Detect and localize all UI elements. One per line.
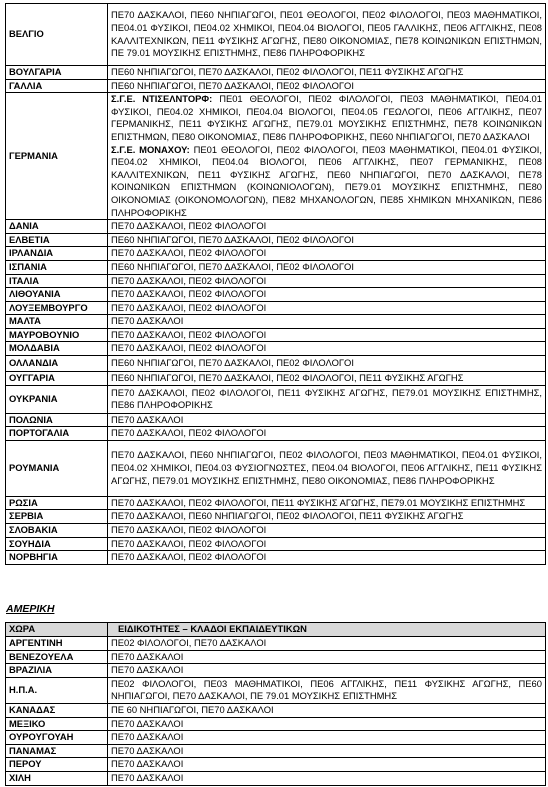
section-label: Σ.Γ.Ε. ΝΤΙΣΕΛΝΤΟΡΦ:	[111, 93, 213, 105]
country-cell: ΚΑΝΑΔΑΣ	[6, 703, 108, 717]
table-row	[6, 260, 546, 274]
specialties-cell: ΠΕ02 ΦΙΛΟΛΟΓΟΙ, ΠΕ70 ΔΑΣΚΑΛΟΙ	[108, 637, 546, 651]
specialties-cell: ΠΕ70 ΔΑΣΚΑΛΟΙ, ΠΕ60 ΝΗΠΙΑΓΩΓΟΙ, ΠΕ02 ΦΙΛΟΛΟΓΟΙ, ΠΕ03 ΜΑΘΗΜΑΤΙΚΟΙ, ΠΕ04.01 ΦΥΣΙΚΟΙ, ΠΕ04.02 ΧΗΜΙΚΟΙ, ΠΕ04.03 ΦΥΣΙΟΓΝΩΣΤΕΣ, ΠΕ04.04 ΒΙΟΛΟΓΟΙ, ΠΕ06 ΑΓΓΛΙΚΗΣ, ΠΕ11 ΦΥΣΙΚΗΣ ΑΓΩΓΗΣ, ΠΕ79.01 ΜΟΥΣΙΚΗΣ ΕΠΙΣΤΗΜΗΣ, ΠΕ80 ΟΙΚΟΝΟΜΙΑΣ, ΠΕ86 ΠΛΗΡΟΦΟΡΙΚΗΣ	[108, 440, 546, 496]
specialties-cell: ΠΕ70 ΔΑΣΚΑΛΟΙ, ΠΕ02 ΦΙΛΟΛΟΓΟΙ	[108, 524, 546, 538]
country-cell: ΛΙΘΟΥΑΝΙΑ	[6, 288, 108, 302]
specialties-cell: ΠΕ02 ΦΙΛΟΛΟΓΟΙ, ΠΕ03 ΜΑΘΗΜΑΤΙΚΟΙ, ΠΕ06 ΑΓΓΛΙΚΗΣ, ΠΕ11 ΦΥΣΙΚΗΣ ΑΓΩΓΗΣ, ΠΕ60 ΝΗΠΙΑΓΩΓΟΙ, ΠΕ70 ΔΑΣΚΑΛΟΙ, ΠΕ 79.01 ΜΟΥΣΙΚΗΣ ΕΠΙΣΤΗΜΗΣ	[108, 677, 546, 703]
country-cell: ΠΑΝΑΜΑΣ	[6, 744, 108, 758]
specialties-cell: ΠΕ60 ΝΗΠΙΑΓΩΓΟΙ, ΠΕ70 ΔΑΣΚΑΛΟΙ, ΠΕ02 ΦΙΛΟΛΟΓΟΙ	[108, 356, 546, 372]
table-row	[6, 342, 546, 356]
specialties-cell: ΠΕ60 ΝΗΠΙΑΓΩΓΟΙ, ΠΕ70 ΔΑΣΚΑΛΟΙ, ΠΕ02 ΦΙΛΟΛΟΓΟΙ	[108, 79, 546, 93]
country-cell: ΒΟΥΛΓΑΡΙΑ	[6, 66, 108, 80]
specialties-cell: ΠΕ70 ΔΑΣΚΑΛΟΙ, ΠΕ02 ΦΙΛΟΛΟΓΟΙ	[108, 427, 546, 441]
country-cell: ΑΡΓΕΝΤΙΝΗ	[6, 637, 108, 651]
specialties-cell: ΠΕ70 ΔΑΣΚΑΛΟΙ, ΠΕ02 ΦΙΛΟΛΟΓΟΙ	[108, 288, 546, 302]
specialties-cell: ΠΕ60 ΝΗΠΙΑΓΩΓΟΙ, ΠΕ70 ΔΑΣΚΑΛΟΙ, ΠΕ02 ΦΙΛΟΛΟΓΟΙ, ΠΕ11 ΦΥΣΙΚΗΣ ΑΓΩΓΗΣ	[108, 372, 546, 386]
table-row	[6, 328, 546, 342]
country-cell: ΜΑΛΤΑ	[6, 315, 108, 329]
table-row	[6, 771, 546, 785]
column-header-country: ΧΩΡΑ	[6, 623, 108, 637]
specialties-cell: ΠΕ70 ΔΑΣΚΑΛΟΙ, ΠΕ02 ΦΙΛΟΛΟΓΟΙ	[108, 342, 546, 356]
country-cell: ΟΥΓΓΑΡΙΑ	[6, 372, 108, 386]
table-row	[6, 315, 546, 329]
specialties-cell: ΠΕ70 ΔΑΣΚΑΛΟΙ, ΠΕ02 ΦΙΛΟΛΟΓΟΙ	[108, 274, 546, 288]
specialties-cell: ΠΕ70 ΔΑΣΚΑΛΟΙ	[108, 758, 546, 772]
specialties-cell: ΠΕ60 ΝΗΠΙΑΓΩΓΟΙ, ΠΕ70 ΔΑΣΚΑΛΟΙ, ΠΕ02 ΦΙΛΟΛΟΓΟΙ	[108, 260, 546, 274]
table-row	[6, 220, 546, 234]
country-cell: ΜΕΞΙΚΟ	[6, 717, 108, 731]
country-cell: ΜΟΛΔΑΒΙΑ	[6, 342, 108, 356]
country-cell: ΒΕΛΓΙΟ	[6, 4, 108, 66]
table-row	[6, 247, 546, 261]
specialties-cell: ΠΕ70 ΔΑΣΚΑΛΟΙ, ΠΕ02 ΦΙΛΟΛΟΓΟΙ	[108, 537, 546, 551]
specialties-cell: ΠΕ70 ΔΑΣΚΑΛΟΙ, ΠΕ02 ΦΙΛΟΛΟΓΟΙ	[108, 551, 546, 565]
country-cell: ΠΕΡΟΥ	[6, 758, 108, 772]
table-row	[6, 524, 546, 538]
country-cell: ΟΛΛΑΝΔΙΑ	[6, 356, 108, 372]
column-header-specialties: ΕΙΔΙΚΟΤΗΤΕΣ – ΚΛΑΔΟΙ ΕΚΠΑΙΔΕΥΤΙΚΩΝ	[108, 623, 546, 637]
country-cell: ΡΩΣΙΑ	[6, 496, 108, 510]
table-row	[6, 301, 546, 315]
country-cell: ΓΑΛΛΙΑ	[6, 79, 108, 93]
specialties-cell	[108, 93, 546, 220]
specialties-cell: ΠΕ70 ΔΑΣΚΑΛΟΙ	[108, 744, 546, 758]
country-cell: ΧΙΛΗ	[6, 771, 108, 785]
specialties-cell: ΠΕ 60 ΝΗΠΙΑΓΩΓΟΙ, ΠΕ70 ΔΑΣΚΑΛΟΙ	[108, 703, 546, 717]
specialties-cell: ΠΕ70 ΔΑΣΚΑΛΟΙ, ΠΕ02 ΦΙΛΟΛΟΓΟΙ	[108, 301, 546, 315]
specialties-cell: ΠΕ70 ΔΑΣΚΑΛΟΙ	[108, 650, 546, 664]
table-row	[6, 510, 546, 524]
country-cell: ΛΟΥΞΕΜΒΟΥΡΓΟ	[6, 301, 108, 315]
table-row	[6, 372, 546, 386]
section-text: ΠΕ01 ΘΕΟΛΟΓΟΙ, ΠΕ02 ΦΙΛΟΛΟΓΟΙ, ΠΕ03 ΜΑΘΗΜΑΤΙΚΟΙ, ΠΕ04.01 ΦΥΣΙΚΟΙ, ΠΕ04.02 ΧΗΜΙΚΟΙ, ΠΕ04.04 ΒΙΟΛΟΓΟΙ, ΠΕ06 ΑΓΓΛΙΚΗΣ, ΠΕ07 ΓΕΡΜΑΝΙΚΗΣ, ΠΕ08 ΚΑΛΛΙΤΕΧΝΙΚΩΝ, ΠΕ11 ΦΥΣΙΚΗΣ ΑΓΩΓΗΣ, ΠΕ60 ΝΗΠΙΑΓΩΓΟΙ, ΠΕ70 ΔΑΣΚΑΛΟΙ, ΠΕ78 ΚΟΙΝΩΝΙΚΩΝ ΕΠΙΣΤΗΜΩΝ (ΚΟΙΝΩΝΙΟΛΟΓΩΝ), ΠΕ79.01 ΜΟΥΣΙΚΗΣ ΕΠΙΣΤΗΜΗΣ, ΠΕ80 ΟΙΚΟΝΟΜΙΑΣ (ΟΙΚΟΝΟΜΟΛΟΓΩΝ), ΠΕ82 ΜΗΧΑΝΟΛΟΓΩΝ, ΠΕ85 ΧΗΜΙΚΩΝ ΜΗΧΑΝΙΚΩΝ, ΠΕ86 ΠΛΗΡΟΦΟΡΙΚΗΣ	[111, 143, 542, 218]
country-cell: ΔΑΝΙΑ	[6, 220, 108, 234]
table-row	[6, 274, 546, 288]
table-header-row	[6, 623, 546, 637]
specialties-cell: ΠΕ70 ΔΑΣΚΑΛΟΙ	[108, 413, 546, 427]
table-row	[6, 537, 546, 551]
country-cell: ΕΛΒΕΤΙΑ	[6, 233, 108, 247]
country-cell: ΣΟΥΗΔΙΑ	[6, 537, 108, 551]
country-cell: ΓΕΡΜΑΝΙΑ	[6, 93, 108, 220]
specialties-cell: ΠΕ70 ΔΑΣΚΑΛΟΙ, ΠΕ02 ΦΙΛΟΛΟΓΟΙ, ΠΕ11 ΦΥΣΙΚΗΣ ΑΓΩΓΗΣ, ΠΕ79.01 ΜΟΥΣΙΚΗΣ ΕΠΙΣΤΗΜΗΣ, ΠΕ86 ΠΛΗΡΟΦΟΡΙΚΗΣ	[108, 385, 546, 413]
country-cell: ΠΟΡΤΟΓΑΛΙΑ	[6, 427, 108, 441]
country-cell: ΙΣΠΑΝΙΑ	[6, 260, 108, 274]
section-label: Σ.Γ.Ε. ΜΟΝΑΧΟΥ:	[111, 143, 190, 155]
specialties-cell: ΠΕ70 ΔΑΣΚΑΛΟΙ	[108, 771, 546, 785]
table-row	[6, 233, 546, 247]
table-row	[6, 717, 546, 731]
table-row	[6, 551, 546, 565]
country-cell: ΠΟΛΩΝΙΑ	[6, 413, 108, 427]
country-cell: ΙΡΛΑΝΔΙΑ	[6, 247, 108, 261]
specialties-cell: ΠΕ60 ΝΗΠΙΑΓΩΓΟΙ, ΠΕ70 ΔΑΣΚΑΛΟΙ, ΠΕ02 ΦΙΛΟΛΟΓΟΙ	[108, 233, 546, 247]
country-cell: ΙΤΑΛΙΑ	[6, 274, 108, 288]
table-row	[6, 664, 546, 678]
america-table	[5, 622, 546, 786]
table-row	[6, 440, 546, 496]
specialties-cell: ΠΕ70 ΔΑΣΚΑΛΟΙ	[108, 717, 546, 731]
specialties-cell: ΠΕ70 ΔΑΣΚΑΛΟΙ, ΠΕ02 ΦΙΛΟΛΟΓΟΙ	[108, 328, 546, 342]
specialties-cell: ΠΕ70 ΔΑΣΚΑΛΟΙ	[108, 315, 546, 329]
specialties-cell: ΠΕ70 ΔΑΣΚΑΛΟΙ, ΠΕ02 ΦΙΛΟΛΟΓΟΙ	[108, 247, 546, 261]
table-row	[6, 703, 546, 717]
table-row	[6, 427, 546, 441]
america-section-title: ΑΜΕΡΙΚΗ	[6, 603, 55, 615]
country-cell: ΣΕΡΒΙΑ	[6, 510, 108, 524]
table-row	[6, 4, 546, 66]
table-row	[6, 637, 546, 651]
country-cell: ΟΥΡΟΥΓΟΥΑΗ	[6, 731, 108, 745]
specialties-cell: ΠΕ70 ΔΑΣΚΑΛΟΙ, ΠΕ02 ΦΙΛΟΛΟΓΟΙ	[108, 220, 546, 234]
specialties-cell: ΠΕ60 ΝΗΠΙΑΓΩΓΟΙ, ΠΕ70 ΔΑΣΚΑΛΟΙ, ΠΕ02 ΦΙΛΟΛΟΓΟΙ, ΠΕ11 ΦΥΣΙΚΗΣ ΑΓΩΓΗΣ	[108, 66, 546, 80]
specialties-cell: ΠΕ70 ΔΑΣΚΑΛΟΙ, ΠΕ60 ΝΗΠΙΑΓΩΓΟΙ, ΠΕ01 ΘΕΟΛΟΓΟΙ, ΠΕ02 ΦΙΛΟΛΟΓΟΙ, ΠΕ03 ΜΑΘΗΜΑΤΙΚΟΙ, ΠΕ04.01 ΦΥΣΙΚΟΙ, ΠΕ04.02 ΧΗΜΙΚΟΙ, ΠΕ04.04 ΒΙΟΛΟΓΟΙ, ΠΕ05 ΓΑΛΛΙΚΗΣ, ΠΕ06 ΑΓΓΛΙΚΗΣ, ΠΕ08 ΚΑΛΛΙΤΕΧΝΙΚΩΝ, ΠΕ11 ΦΥΣΙΚΗΣ ΑΓΩΓΗΣ, ΠΕ80 ΟΙΚΟΝΟΜΙΑΣ, ΠΕ78 ΚΟΙΝΩΝΙΚΩΝ ΕΠΙΣΤΗΜΩΝ, ΠΕ 79.01 ΜΟΥΣΙΚΗΣ ΕΠΙΣΤΗΜΗΣ, ΠΕ86 ΠΛΗΡΟΦΟΡΙΚΗΣ	[108, 4, 546, 66]
germany-section	[111, 93, 542, 143]
country-cell: ΟΥΚΡΑΝΙΑ	[6, 385, 108, 413]
germany-section	[111, 144, 542, 220]
section-text: ΠΕ01 ΘΕΟΛΟΓΟΙ, ΠΕ02 ΦΙΛΟΛΟΓΟΙ, ΠΕ03 ΜΑΘΗΜΑΤΙΚΟΙ, ΠΕ04.01 ΦΥΣΙΚΟΙ, ΠΕ04.02 ΧΗΜΙΚΟΙ, ΠΕ04.04 ΒΙΟΛΟΓΟΙ, ΠΕ04.05 ΓΕΩΛΟΓΟΙ, ΠΕ06 ΑΓΓΛΙΚΗΣ, ΠΕ07 ΓΕΡΜΑΝΙΚΗΣ, ΠΕ11 ΦΥΣΙΚΗΣ ΑΓΩΓΗΣ, ΠΕ79.01 ΜΟΥΣΙΚΗΣ ΕΠΙΣΤΗΜΗΣ, ΠΕ78 ΚΟΙΝΩΝΙΚΩΝ ΕΠΙΣΤΗΜΩΝ, ΠΕ80 ΟΙΚΟΝΟΜΙΑΣ, ΠΕ86 ΠΛΗΡΟΦΟΡΙΚΗΣ, ΠΕ60 ΝΗΠΙΑΓΩΓΟΙ, ΠΕ70 ΔΑΣΚΑΛΟΙ	[111, 93, 542, 142]
country-cell: ΒΡΑΖΙΛΙΑ	[6, 664, 108, 678]
specialties-cell: ΠΕ70 ΔΑΣΚΑΛΟΙ	[108, 731, 546, 745]
table-row	[6, 731, 546, 745]
country-cell: ΝΟΡΒΗΓΙΑ	[6, 551, 108, 565]
europe-table	[5, 3, 546, 565]
table-row	[6, 288, 546, 302]
table-row	[6, 677, 546, 703]
country-cell: Η.Π.Α.	[6, 677, 108, 703]
specialties-cell: ΠΕ70 ΔΑΣΚΑΛΟΙ	[108, 664, 546, 678]
table-row	[6, 758, 546, 772]
specialties-cell: ΠΕ70 ΔΑΣΚΑΛΟΙ, ΠΕ60 ΝΗΠΙΑΓΩΓΟΙ, ΠΕ02 ΦΙΛΟΛΟΓΟΙ, ΠΕ11 ΦΥΣΙΚΗΣ ΑΓΩΓΗΣ	[108, 510, 546, 524]
country-cell: ΡΟΥΜΑΝΙΑ	[6, 440, 108, 496]
country-cell: ΜΑΥΡΟΒΟΥΝΙΟ	[6, 328, 108, 342]
country-cell: ΣΛΟΒΑΚΙΑ	[6, 524, 108, 538]
specialties-cell: ΠΕ70 ΔΑΣΚΑΛΟΙ, ΠΕ02 ΦΙΛΟΛΟΓΟΙ, ΠΕ11 ΦΥΣΙΚΗΣ ΑΓΩΓΗΣ, ΠΕ79.01 ΜΟΥΣΙΚΗΣ ΕΠΙΣΤΗΜΗΣ	[108, 496, 546, 510]
table-row	[6, 66, 546, 80]
table-row	[6, 413, 546, 427]
table-row	[6, 79, 546, 93]
table-row	[6, 650, 546, 664]
table-row	[6, 356, 546, 372]
country-cell: ΒΕΝΕΖΟΥΕΛΑ	[6, 650, 108, 664]
table-row	[6, 93, 546, 220]
table-row	[6, 496, 546, 510]
table-row	[6, 744, 546, 758]
table-row	[6, 385, 546, 413]
